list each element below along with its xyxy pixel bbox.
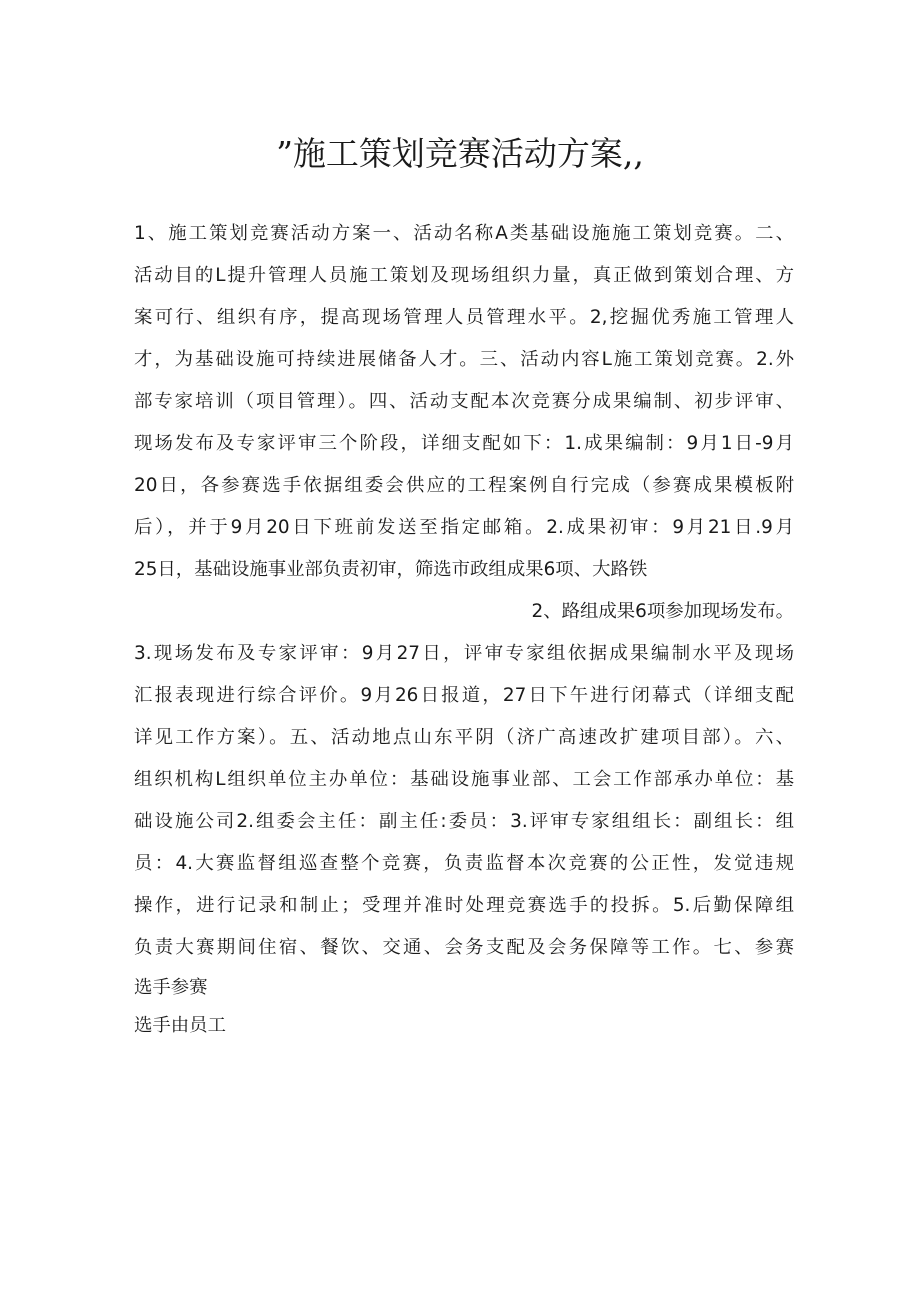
body-line: 组织机构L组织单位主办单位：基础设施事业部、工会工作部承办单位：基 bbox=[134, 769, 794, 790]
body-line: 汇报表现进行综合评价。9月26日报道，27日下午进行闭幕式（详细支配 bbox=[134, 685, 794, 706]
body-line: 案可行、组织有序，提高现场管理人员管理水平。2,挖掘优秀施工管理人 bbox=[134, 307, 794, 328]
document-body bbox=[134, 213, 794, 1045]
body-line: 操作，进行记录和制止；受理并准时处理竞赛选手的投拆。5.后勤保障组 bbox=[134, 895, 794, 916]
body-line: 员：4.大赛监督组巡查整个竞赛，负责监督本次竞赛的公正性，发觉违规 bbox=[134, 853, 794, 874]
body-line: 活动目的L提升管理人员施工策划及现场组织力量，真正做到策划合理、方 bbox=[134, 265, 794, 286]
body-line: 选手由员工 bbox=[134, 1015, 226, 1036]
body-line: 部专家培训（项目管理）。四、活动支配本次竞赛分成果编制、初步评审、 bbox=[134, 391, 794, 412]
body-line: 后），并于9月20日下班前发送至指定邮箱。2.成果初审：9月21日.9月 bbox=[134, 517, 794, 538]
body-line: 3.现场发布及专家评审：9月27日，评审专家组依据成果编制水平及现场 bbox=[134, 643, 794, 664]
body-line: 才，为基础设施可持续进展储备人才。三、活动内容L施工策划竞赛。2.外 bbox=[134, 349, 794, 370]
body-line: 详见工作方案）。五、活动地点山东平阴（济广高速改扩建项目部）。六、 bbox=[134, 727, 794, 748]
body-line: 现场发布及专家评审三个阶段，详细支配如下：1.成果编制：9月1日-9月 bbox=[134, 433, 794, 454]
body-line: 础设施公司2.组委会主任：副主任:委员：3.评审专家组组长：副组长：组 bbox=[134, 811, 794, 832]
body-line: 1、施工策划竞赛活动方案一、活动名称A类基础设施施工策划竞赛。二、 bbox=[134, 223, 794, 244]
body-line-right-aligned: 2、路组成果6项参加现场发布。 bbox=[531, 601, 794, 622]
body-line: 选手参赛 bbox=[134, 977, 208, 998]
page-title: ”施工策划竞赛活动方案,, bbox=[276, 134, 644, 173]
body-line: 20日，各参赛选手依据组委会供应的工程案例自行完成（参赛成果模板附 bbox=[134, 475, 794, 496]
body-line: 负责大赛期间住宿、餐饮、交通、会务支配及会务保障等工作。七、参赛 bbox=[134, 937, 794, 958]
body-line: 25日，基础设施事业部负责初审，筛选市政组成果6项、大路铁 bbox=[134, 559, 648, 580]
